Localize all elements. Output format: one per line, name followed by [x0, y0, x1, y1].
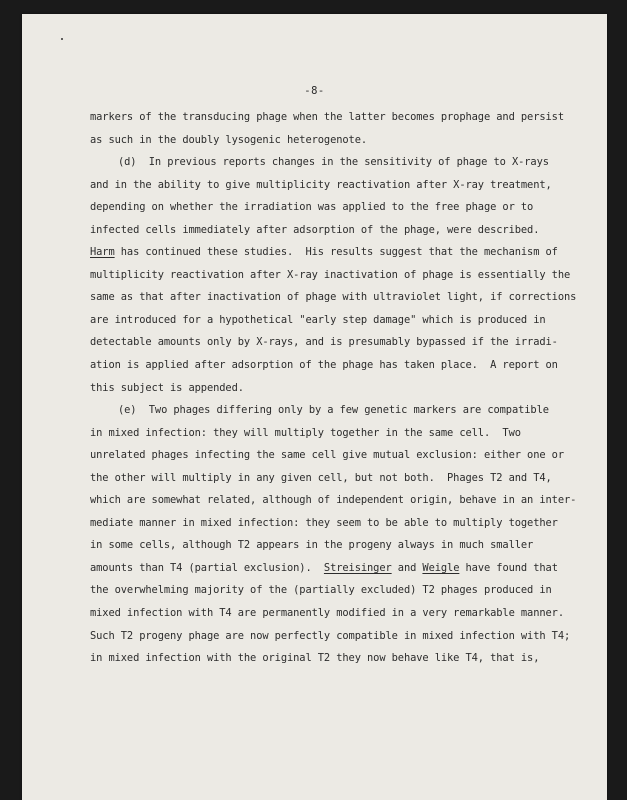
- text-segment: has continued these studies. His results suggest that the mechanism of: [114, 246, 558, 259]
- text-line: [90, 286, 590, 309]
- text-segment: in mixed infection: they will multiply together in the same cell. Two: [90, 426, 521, 439]
- text-segment: detectable amounts only by X-rays, and is presumably bypassed if the irradi-: [90, 336, 558, 349]
- text-line: [90, 602, 590, 625]
- text-line: [90, 647, 590, 670]
- page-number: -8-: [304, 85, 325, 97]
- text-segment: which are somewhat related, although of independent origin, behave in an inter-: [90, 494, 577, 507]
- text-segment: this subject is appended.: [90, 381, 244, 394]
- text-line: [90, 331, 590, 354]
- text-line: [90, 354, 590, 377]
- text-segment: mediate manner in mixed infection: they seem to be able to multiply together: [90, 516, 558, 529]
- text-line: [90, 264, 590, 287]
- text-segment: multiplicity reactivation after X-ray inactivation of phage is essentially the: [90, 268, 571, 281]
- underlined-name: Streisinger: [323, 561, 392, 574]
- paper-speck: [61, 38, 63, 40]
- text-segment: (e) Two phages differing only by a few genetic markers are compatible: [118, 404, 549, 417]
- text-segment: infected cells immediately after adsorption of the phage, were described.: [90, 223, 540, 236]
- text-segment: amounts than T4 (partial exclusion).: [90, 561, 324, 574]
- text-segment: mixed infection with T4 are permanently modified in a very remarkable manner.: [90, 607, 564, 620]
- text-segment: the other will multiply in any given cell, but not both. Phages T2 and T4,: [90, 471, 552, 484]
- text-segment: in mixed infection with the original T2 they now behave like T4, that is,: [90, 652, 540, 665]
- text-line: [90, 129, 590, 152]
- text-line: [90, 309, 590, 332]
- text-line: [90, 399, 590, 422]
- body-text: [90, 106, 590, 670]
- text-line: [90, 151, 590, 174]
- text-line: [90, 489, 590, 512]
- text-segment: Such T2 progeny phage are now perfectly compatible in mixed infection with T4;: [90, 629, 571, 642]
- text-line: [90, 174, 590, 197]
- text-segment: the overwhelming majority of the (partially excluded) T2 phages produced in: [90, 584, 552, 597]
- text-line: [90, 196, 590, 219]
- text-segment: in some cells, although T2 appears in the progeny always in much smaller: [90, 539, 534, 552]
- text-segment: ation is applied after adsorption of the phage has taken place. A report on: [90, 359, 558, 372]
- underlined-name: Weigle: [422, 561, 460, 574]
- text-line: [90, 219, 590, 242]
- text-segment: are introduced for a hypothetical "early step damage" which is produced in: [90, 313, 546, 326]
- text-line: [90, 625, 590, 648]
- text-line: [90, 534, 590, 557]
- text-line: [90, 512, 590, 535]
- text-line: [90, 422, 590, 445]
- text-line: [90, 106, 590, 129]
- text-line: [90, 557, 590, 580]
- text-line: [90, 377, 590, 400]
- text-segment: and: [391, 561, 423, 574]
- text-line: [90, 579, 590, 602]
- text-segment: same as that after inactivation of phage with ultraviolet light, if corrections: [90, 291, 577, 304]
- text-segment: as such in the doubly lysogenic heterogenote.: [90, 133, 368, 146]
- text-line: [90, 444, 590, 467]
- document-page: [22, 14, 607, 800]
- text-segment: have found that: [459, 561, 558, 574]
- text-line: [90, 241, 590, 264]
- text-segment: markers of the transducing phage when the latter becomes prophage and persist: [90, 111, 564, 123]
- text-segment: and in the ability to give multiplicity reactivation after X-ray treatment,: [90, 178, 552, 191]
- text-line: [90, 467, 590, 490]
- text-segment: depending on whether the irradiation was applied to the free phage or to: [90, 201, 534, 214]
- text-segment: (d) In previous reports changes in the sensitivity of phage to X-rays: [118, 156, 549, 169]
- text-segment: unrelated phages infecting the same cell give mutual exclusion: either one or: [90, 449, 564, 462]
- underlined-name: Harm: [90, 246, 115, 259]
